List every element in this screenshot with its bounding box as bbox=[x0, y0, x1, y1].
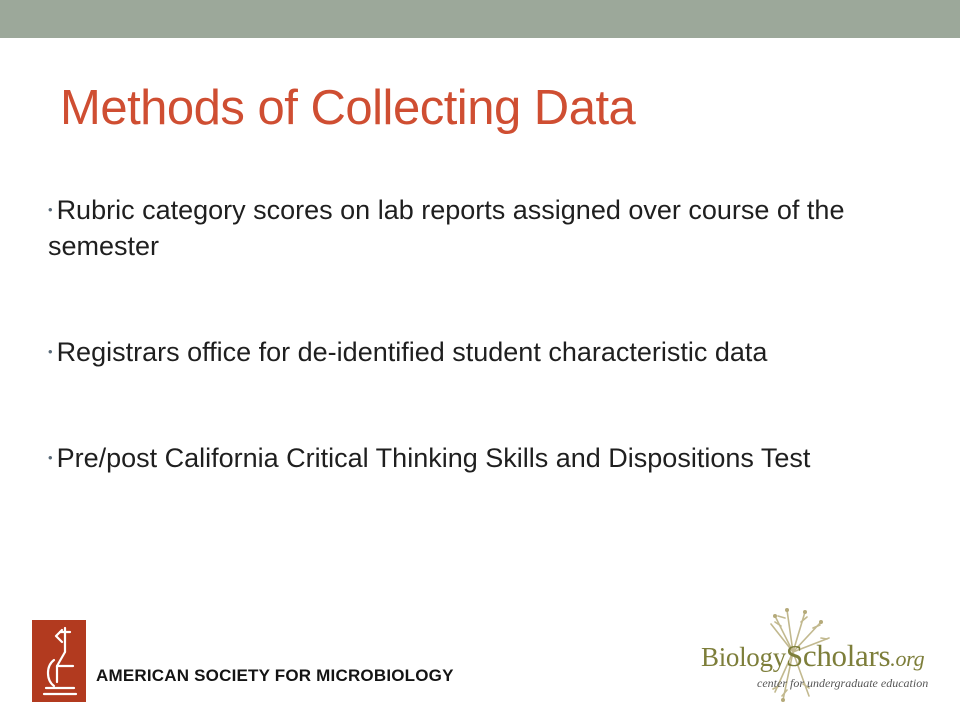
microscope-icon bbox=[32, 620, 86, 702]
bullet-text: Registrars office for de-identified student characteristic data bbox=[56, 337, 768, 367]
asm-organization-name: AMERICAN SOCIETY FOR MICROBIOLOGY bbox=[96, 666, 454, 685]
wordmark-org: .org bbox=[890, 646, 925, 671]
bullet-item bbox=[48, 192, 908, 264]
bullet-icon: • bbox=[48, 344, 53, 359]
asm-logo bbox=[32, 620, 86, 702]
wordmark-scholars: Scholars bbox=[785, 638, 891, 673]
bullet-list bbox=[48, 192, 908, 546]
bullet-item bbox=[48, 440, 908, 476]
top-accent-bar bbox=[0, 0, 960, 38]
biology-scholars-wordmark bbox=[701, 638, 924, 674]
biology-scholars-logo bbox=[695, 608, 935, 708]
bullet-item bbox=[48, 334, 908, 370]
bullet-text: Rubric category scores on lab reports assigned over course of the semester bbox=[48, 195, 845, 261]
biology-scholars-tagline: center for undergraduate education bbox=[757, 676, 929, 690]
bullet-text: Pre/post California Critical Thinking Skills and Dispositions Test bbox=[56, 443, 811, 473]
bullet-icon: • bbox=[48, 450, 53, 465]
bullet-icon: • bbox=[48, 202, 53, 217]
wordmark-biology: Biology bbox=[701, 642, 786, 672]
slide-title: Methods of Collecting Data bbox=[60, 81, 636, 135]
